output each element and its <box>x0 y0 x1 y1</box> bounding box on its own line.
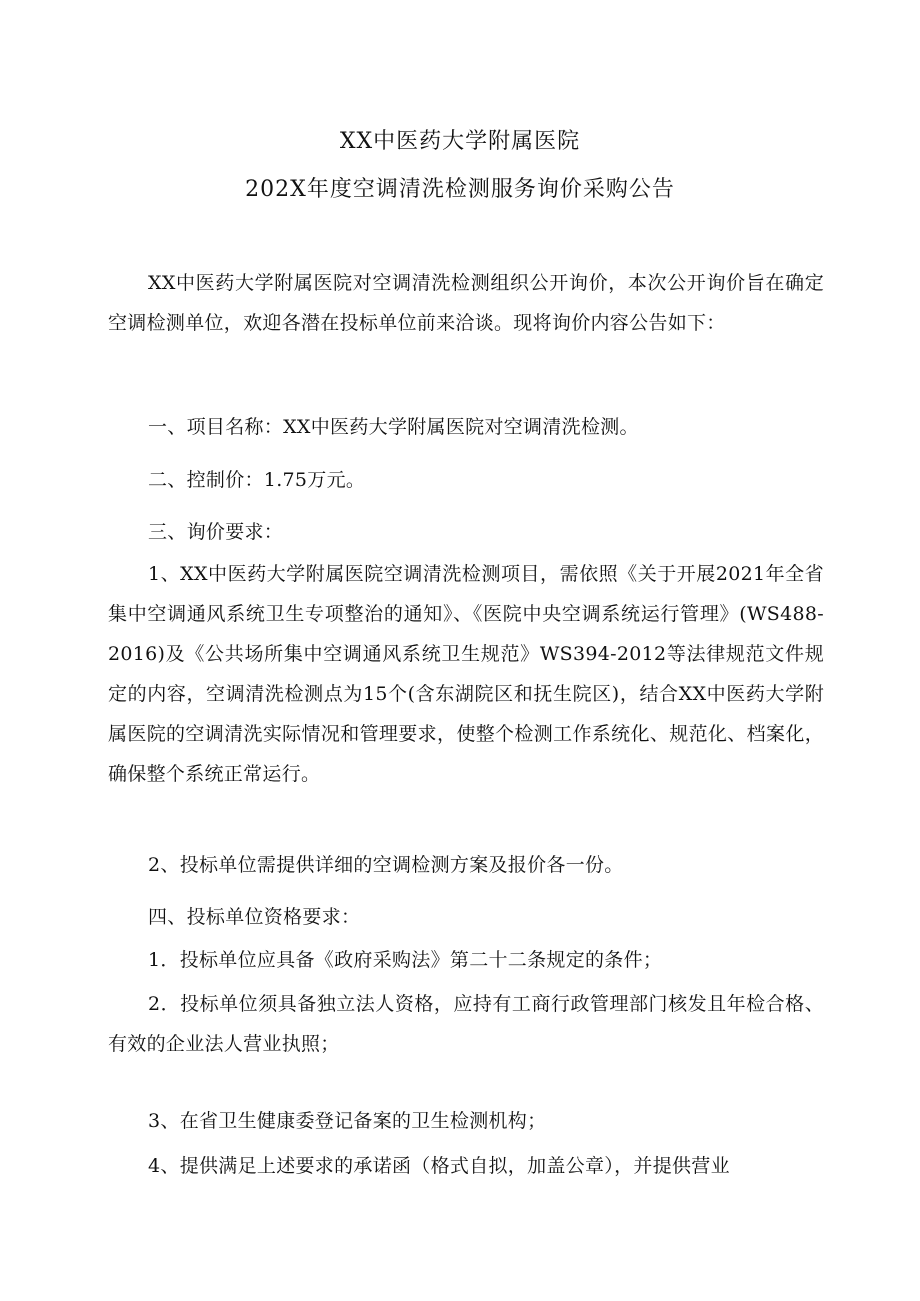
requirement-1-paragraph: 1、XX中医药大学附属医院空调清洗检测项目，需依照《关于开展2021年全省集中空调通风系统卫生专项整治的通知》、《医院中央空调系统运行管理》(WS488-2016)及《公共场所集中空调通风系统卫生规范》WS394-2012等法律规范文件规定的内容，空调清洗检测点为15个(含东湖院区和抚生院区)，结合XX中医药大学附属医院的空调清洗实际情况和管理要求，使整个检测工作系统化、规范化、档案化，确保整个系统正常运行。 <box>108 563 824 785</box>
requirement-2-paragraph: 2、投标单位需提供详细的空调检测方案及报价各一份。 <box>148 854 624 876</box>
control-price-paragraph: 二、控制价：1.75万元。 <box>148 469 366 491</box>
qualification-1-paragraph: 1．投标单位应具备《政府采购法》第二十二条规定的条件； <box>148 949 663 971</box>
qualification-heading: 四、投标单位资格要求： <box>148 906 361 928</box>
document-title-line1: XX中医药大学附属医院 <box>339 129 581 154</box>
qualification-2-paragraph: 2．投标单位须具备独立法人资格，应持有工商行政管理部门核发且年检合格、有效的企业法人营业执照； <box>108 993 824 1055</box>
document-title-line2: 202X年度空调清洗检测服务询价采购公告 <box>245 177 675 202</box>
qualification-3-paragraph: 3、在省卫生健康委登记备案的卫生检测机构； <box>148 1110 547 1132</box>
intro-paragraph: XX中医药大学附属医院对空调清洗检测组织公开询价，本次公开询价旨在确定空调检测单位，欢迎各潜在投标单位前来洽谈。现将询价内容公告如下： <box>108 272 824 334</box>
project-name-paragraph: 一、项目名称：XX中医药大学附属医院对空调清洗检测。 <box>148 416 639 438</box>
qualification-4-paragraph: 4、提供满足上述要求的承诺函（格式自拟，加盖公章），并提供营业 <box>148 1155 730 1177</box>
inquiry-requirements-heading: 三、询价要求： <box>148 521 284 543</box>
